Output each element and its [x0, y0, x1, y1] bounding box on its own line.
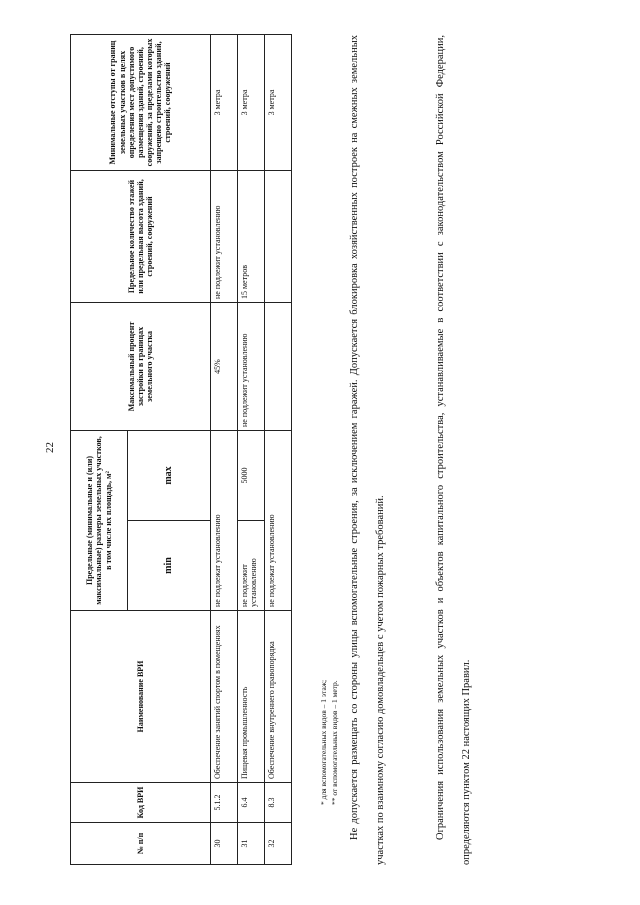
cell-min: не подлежит установлению	[238, 521, 265, 611]
page-number-text: 22	[44, 442, 56, 453]
header-percent: Максимальный процент застройки в границах земельного участка	[71, 303, 211, 431]
header-size: Предельные (минимальные и (или) максимальные) размеры земельных участков, в том числе их площадь, м²	[71, 431, 128, 611]
cell-percent	[265, 303, 292, 431]
header-floors: Предельное количество этажей или предельная высота зданий, строений, сооружений	[71, 171, 211, 303]
table-row	[238, 35, 265, 865]
zoning-table	[70, 34, 292, 865]
cell-setback: 3 метра	[238, 35, 265, 171]
cell-num: 31	[238, 823, 265, 865]
footnotes	[318, 680, 341, 805]
cell-floors: 15 метров	[238, 171, 265, 303]
cell-name: Пищевая промышленность	[238, 611, 265, 783]
cell-num: 30	[211, 823, 238, 865]
cell-size: не подлежат установлению	[265, 431, 292, 611]
header-setback: Минимальные отступы от границ земельных участков в целях определения мест допустимого размещения зданий, строений, сооружений, за пределами которых запрещено строительство зданий, строений, сооружений	[71, 35, 211, 171]
table-header-row	[71, 35, 128, 865]
cell-setback: 3 метра	[265, 35, 292, 171]
cell-max: 5000	[238, 431, 265, 521]
paragraph-outbuildings: Не допускается размещать со стороны улицы вспомогательные строения, за исключением гаражей. Допускается блокировка хозяйственных построек на смежных земельных участках по взаимному согласию домовладельцев с учетом пожарных требований.	[349, 35, 386, 865]
cell-setback: 3 метра	[211, 35, 238, 171]
cell-size: не подлежат установлению	[211, 431, 238, 611]
cell-code: 8.3	[265, 783, 292, 823]
header-name: Наименование ВРИ	[71, 611, 211, 783]
footnote-2: ** от вспомогательных видов – 1 метр.	[330, 680, 340, 805]
cell-name: Обеспечение внутреннего правопорядка	[265, 611, 292, 783]
cell-percent: не подлежит установлению	[238, 303, 265, 431]
header-min: min	[128, 521, 211, 611]
zoning-table-wrapper	[70, 35, 292, 865]
header-code: Код ВРИ	[71, 783, 211, 823]
header-max: max	[128, 431, 211, 521]
cell-percent: 45%	[211, 303, 238, 431]
footnote-1: * для вспомогательных видов – 1 этаж;	[319, 679, 328, 805]
header-num: № п/п	[71, 823, 211, 865]
cell-code: 6.4	[238, 783, 265, 823]
cell-name: Обеспечение занятий спортом в помещениях	[211, 611, 238, 783]
cell-num: 32	[265, 823, 292, 865]
paragraph-restrictions: Ограничения использования земельных участков и объектов капитального строительства, устанавливаемые в соответствии с законодательством Российской Федерации, определяются пунктом 22 настоящих Правил.	[435, 35, 472, 865]
cell-floors: не подлежит установлению	[211, 171, 238, 303]
cell-floors	[265, 171, 292, 303]
table-row	[211, 35, 238, 865]
table-row	[265, 35, 292, 865]
cell-code: 5.1.2	[211, 783, 238, 823]
rotated-page-content	[40, 35, 472, 865]
